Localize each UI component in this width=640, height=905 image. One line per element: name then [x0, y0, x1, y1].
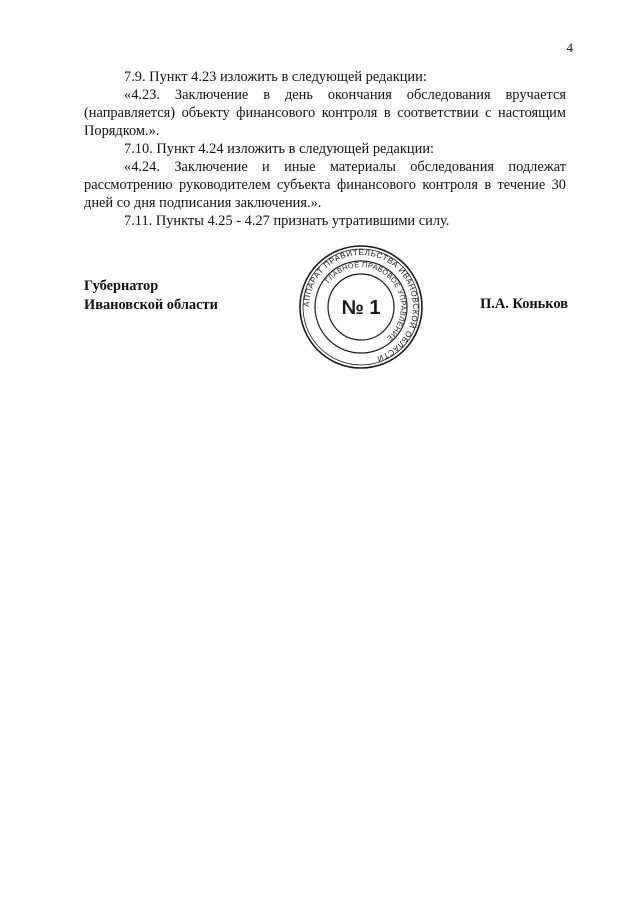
paragraph-quote-4-24: «4.24. Заключение и иные материалы обследования подлежат рассмотрению руководителем субъекта финансового контроля в течение 30 дней со дня подписания заключения.». — [84, 159, 566, 211]
document-body — [84, 68, 566, 230]
paragraph-7-10: 7.10. Пункт 4.24 изложить в следующей редакции: — [124, 141, 435, 157]
signatory-region: Ивановской области — [84, 297, 218, 313]
page-number: 4 — [566, 40, 573, 55]
stamp-inner-ring-text: ГЛАВНОЕ ПРАВОВОЕ УПРАВЛЕНИЕ — [323, 259, 409, 344]
paragraph-7-11: 7.11. Пункты 4.25 - 4.27 признать утратившими силу. — [124, 213, 450, 229]
signatory-name: П.А. Коньков — [480, 296, 568, 312]
stamp-ring-text: АППАРАТ ПРАВИТЕЛЬСТВА ИВАНОВСКОЙ ОБЛАСТИ — [301, 247, 421, 364]
official-seal-stamp — [298, 244, 424, 370]
paragraph-quote-4-23: «4.23. Заключение в день окончания обследования вручается (направляется) объекту финансового контроля в соответствии с настоящим Порядком.». — [84, 87, 566, 139]
signatory-title: Губернатор — [84, 278, 159, 294]
stamp-center-number: № 1 — [341, 297, 381, 319]
paragraph-7-9: 7.9. Пункт 4.23 изложить в следующей редакции: — [124, 69, 427, 85]
signatory-position — [84, 277, 218, 315]
